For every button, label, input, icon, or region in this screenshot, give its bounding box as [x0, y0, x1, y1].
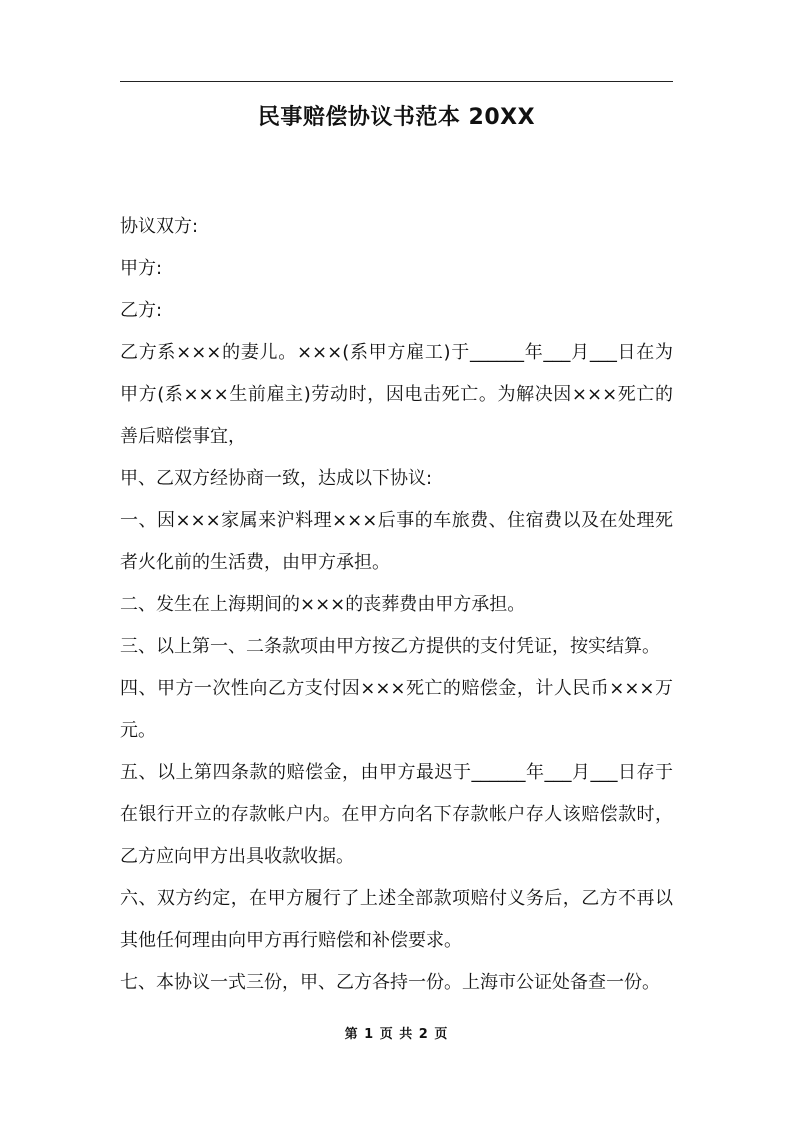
header-rule [120, 81, 673, 82]
paragraph-agreement-intro: 甲、乙双方经协商一致，达成以下协议: [120, 468, 433, 489]
clause-2: 二、发生在上海期间的×××的丧葬费由甲方承担。 [120, 594, 526, 615]
paragraph-party-a: 甲方: [120, 258, 163, 279]
page-number: 第 1 页 共 2 页 [344, 1027, 449, 1042]
clause-7: 七、本协议一式三份，甲、乙方各持一份。上海市公证处备查一份。 [120, 972, 660, 993]
clause-3: 三、以上第一、二条款项由甲方按乙方提供的支付凭证，按实结算。 [120, 636, 660, 657]
clause-6: 六、双方约定，在甲方履行了上述全部款项赔付义务后，乙方不再以其他任何理由向甲方再行赔偿和补偿要求。 [120, 888, 673, 951]
clause-1: 一、因×××家属来沪料理×××后事的车旅费、住宿费以及在处理死者火化前的生活费，由甲方承担。 [120, 510, 673, 573]
paragraph-party-b: 乙方: [120, 300, 163, 321]
paragraph-parties: 协议双方: [120, 216, 199, 237]
clause-4: 四、甲方一次性向乙方支付因×××死亡的赔偿金，计人民币×××万元。 [120, 678, 673, 741]
paragraph-background: 乙方系×××的妻儿。×××(系甲方雇工)于______年___月___日在为甲方(系×××生前雇主)劳动时，因电击死亡。为解决因×××死亡的善后赔偿事宜， [120, 342, 673, 447]
clause-5: 五、以上第四条款的赔偿金，由甲方最迟于______年___月___日存于在银行开立的存款帐户内。在甲方向名下存款帐户存人该赔偿款时，乙方应向甲方出具收款收据。 [120, 762, 673, 867]
document-body [120, 206, 673, 1004]
document-title: 民事赔偿协议书范本 20XX [257, 105, 536, 130]
